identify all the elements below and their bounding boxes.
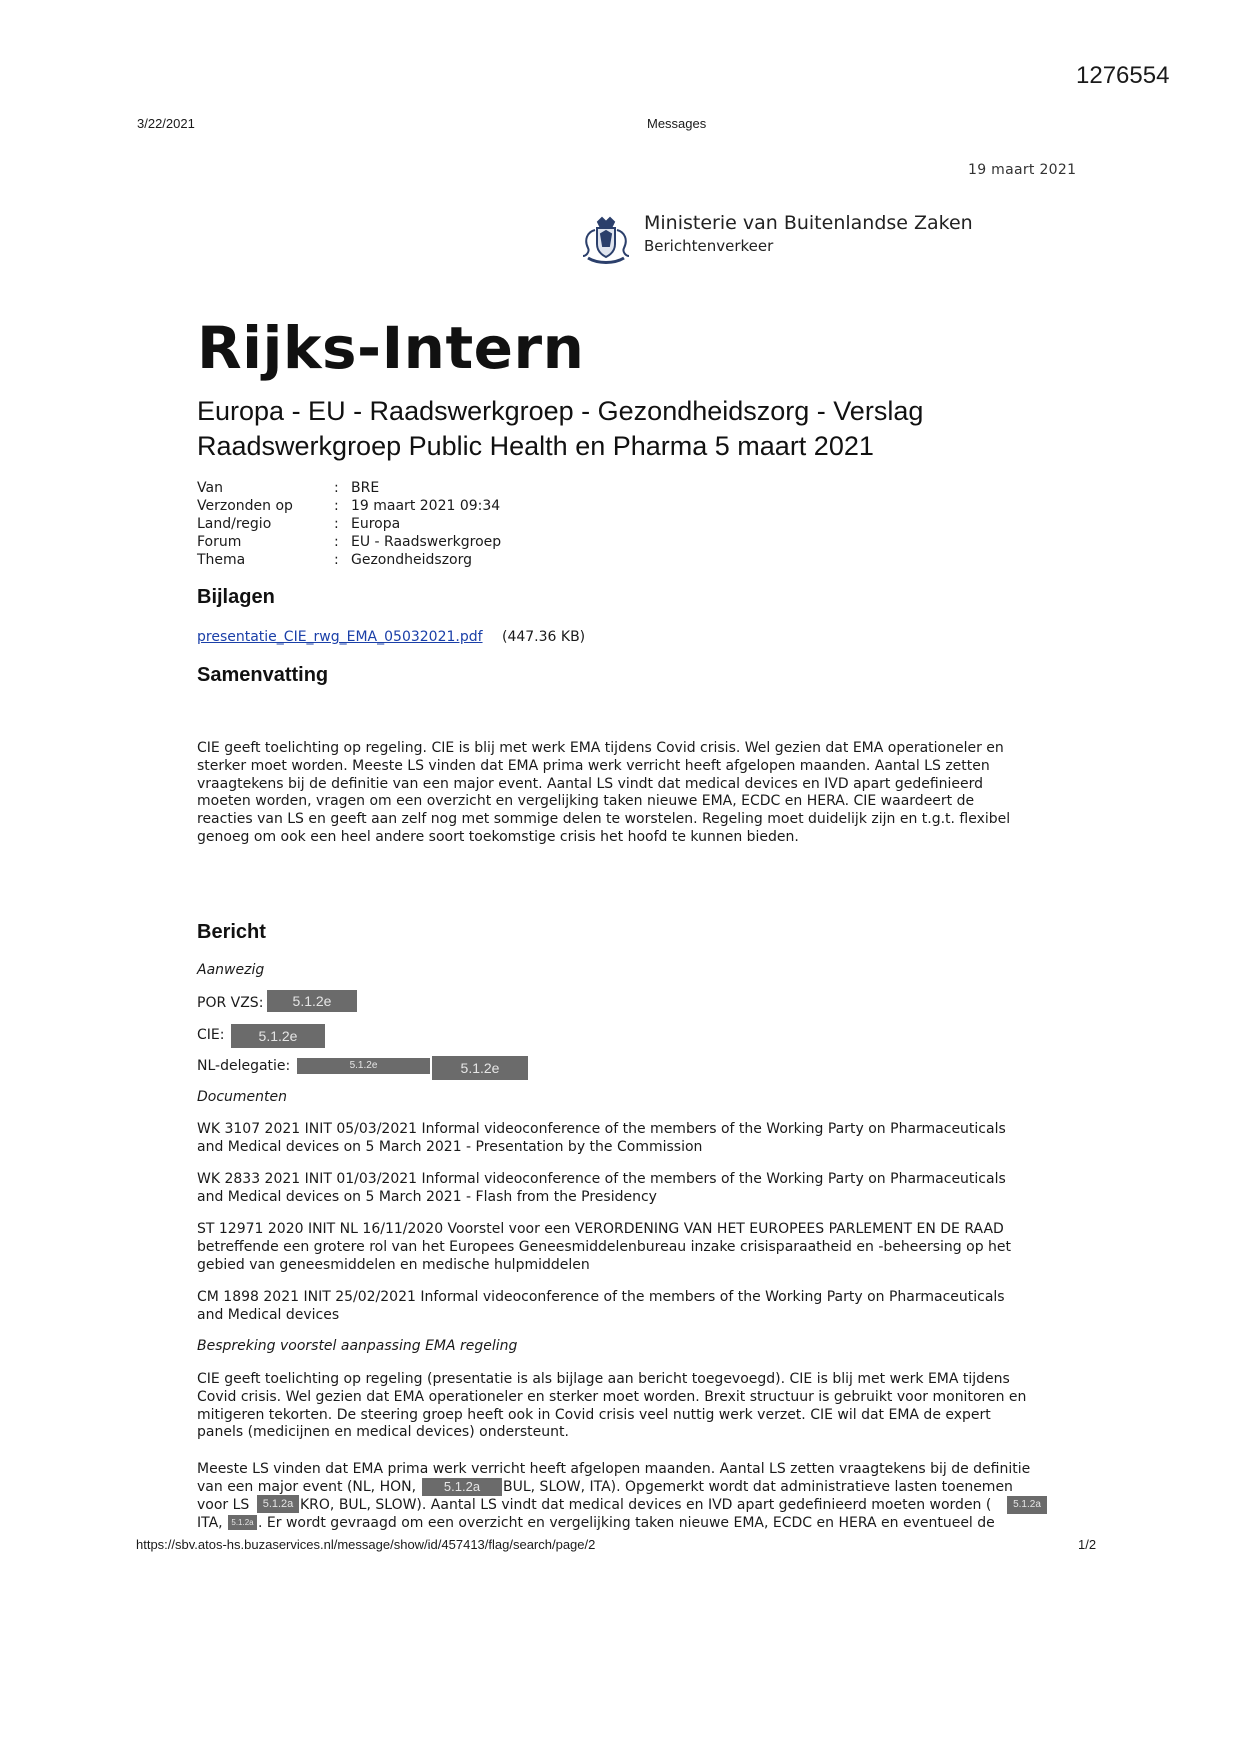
meta-value: 19 maart 2021 09:34	[351, 498, 501, 514]
paragraph-line: Meeste LS vinden dat EMA prima werk verricht heeft afgelopen maanden. Aantal LS zetten vraagtekens bij de definitie	[197, 1461, 1031, 1477]
meta-colon: :	[334, 516, 339, 532]
summary-line: moeten worden, vragen om een overzicht en vergelijking taken nieuwe EMA, ECDC en HERA. CIE waardeert de	[197, 793, 975, 810]
meta-label: Verzonden op	[197, 498, 293, 514]
meta-label: Van	[197, 480, 223, 496]
paragraph-line: ITA,	[197, 1515, 223, 1531]
message-title-line-1: Europa - EU - Raadswerkgroep - Gezondheidszorg - Verslag	[197, 396, 924, 426]
redaction-box: 5.1.2a	[257, 1495, 299, 1513]
document-entry	[197, 1221, 1047, 1274]
meta-label: Land/regio	[197, 516, 272, 532]
document-number: 1276554	[1076, 62, 1170, 89]
paragraph-line: van een major event (NL, HON,	[197, 1479, 417, 1495]
attachment-link[interactable]: presentatie_CIE_rwg_EMA_05032021.pdf	[197, 629, 483, 645]
bericht-heading: Bericht	[197, 921, 266, 943]
redaction-box: 5.1.2e	[267, 990, 357, 1012]
cie-label: CIE:	[197, 1027, 225, 1043]
coat-of-arms-icon	[580, 216, 632, 266]
meta-colon: :	[334, 552, 339, 568]
print-app-title: Messages	[647, 116, 707, 131]
document-line: and Medical devices on 5 March 2021 - Presentation by the Commission	[197, 1138, 703, 1155]
aanwezig-label: Aanwezig	[197, 962, 265, 978]
document-line: WK 2833 2021 INIT 01/03/2021 Informal videoconference of the members of the Working Party on Pharmaceuticals	[197, 1171, 1006, 1187]
paragraph-line: CIE geeft toelichting op regeling (presentatie is als bijlage aan bericht toegevoegd). CIE is blij met werk EMA tijdens	[197, 1371, 1010, 1387]
footer-url: https://sbv.atos-hs.buzaservices.nl/message/show/id/457413/flag/search/page/2	[136, 1537, 596, 1552]
summary-line: reacties van LS en geeft aan zelf nog met sommige delen te worstelen. Regeling moet duidelijk zijn en t.g.t. flexibel	[197, 811, 1011, 828]
meta-value: BRE	[351, 480, 380, 496]
paragraph-line: mitigeren tekorten. De steering groep heeft ook in Covid crisis veel nuttig werk verzet. CIE wil dat EMA de expert	[197, 1406, 991, 1423]
meta-colon: :	[334, 498, 339, 514]
samenvatting-heading: Samenvatting	[197, 664, 329, 686]
redaction-box: 5.1.2a	[422, 1478, 502, 1496]
paragraph-line: BUL, SLOW, ITA). Opgemerkt wordt dat administratieve lasten toenemen	[503, 1479, 1013, 1495]
document-entry	[197, 1121, 1047, 1157]
summary-line: vraagtekens bij de definitie van een major event. Aantal LS vindt dat medical devices en IVD apart gedefinieerd	[197, 775, 984, 792]
document-line: ST 12971 2020 INIT NL 16/11/2020 Voorstel voor een VERORDENING VAN HET EUROPEES PARLEMENT EN DE RAAD	[197, 1221, 1004, 1237]
document-line: CM 1898 2021 INIT 25/02/2021 Informal videoconference of the members of the Working Party on Pharmaceuticals	[197, 1289, 1005, 1305]
summary-paragraph	[197, 740, 1047, 847]
redaction-box: 5.1.2a	[228, 1515, 257, 1530]
paragraph-line: panels (medicijnen en medical devices) ondersteunt.	[197, 1424, 569, 1441]
document-entry	[197, 1171, 1047, 1207]
redaction-box: 5.1.2e	[432, 1056, 528, 1080]
paragraph-line: voor LS	[197, 1497, 250, 1513]
summary-line: sterker moet worden. Meeste LS vinden dat EMA prima werk verricht heeft afgelopen maanden. Aantal LS zetten	[197, 757, 990, 774]
redaction-box: 5.1.2e	[231, 1024, 325, 1048]
classification-heading: Rijks-Intern	[197, 314, 585, 382]
por-vzs-label: POR VZS:	[197, 995, 264, 1011]
paragraph-line: KRO, BUL, SLOW). Aantal LS vindt dat medical devices en IVD apart gedefinieerd moeten worden (	[300, 1497, 992, 1513]
document-line: and Medical devices	[197, 1306, 340, 1323]
footer-page-number: 1/2	[1078, 1537, 1097, 1552]
redaction-box: 5.1.2e	[297, 1058, 430, 1074]
nl-delegatie-label: NL-delegatie:	[197, 1058, 291, 1074]
document-entry	[197, 1289, 1047, 1325]
attachment-size: (447.36 KB)	[502, 629, 586, 645]
document-line: gebied van geneesmiddelen en medische hulpmiddelen	[197, 1256, 590, 1273]
meta-value: Gezondheidszorg	[351, 552, 473, 568]
bericht-paragraph-1	[197, 1371, 1047, 1442]
document-line: and Medical devices on 5 March 2021 - Flash from the Presidency	[197, 1188, 657, 1205]
document-line: betreffende een grotere rol van het Europees Geneesmiddelenbureau inzake crisisparaatheid en -beheersing op het	[197, 1238, 1012, 1255]
message-title-line-2: Raadswerkgroep Public Health en Pharma 5 maart 2021	[197, 431, 874, 461]
ministry-subtitle: Berichtenverkeer	[644, 237, 774, 255]
ministry-name: Ministerie van Buitenlandse Zaken	[644, 212, 973, 234]
meta-label: Thema	[197, 552, 246, 568]
document-line: WK 3107 2021 INIT 05/03/2021 Informal videoconference of the members of the Working Party on Pharmaceuticals	[197, 1121, 1006, 1137]
documenten-label: Documenten	[197, 1089, 288, 1105]
paragraph-line: . Er wordt gevraagd om een overzicht en vergelijking taken nieuwe EMA, ECDC en HERA en eventueel de	[258, 1515, 995, 1531]
print-date: 3/22/2021	[137, 116, 195, 131]
paragraph-line: Covid crisis. Wel gezien dat EMA operationeler en sterker moet worden. Brexit structuur is gebruikt voor monitoren en	[197, 1388, 1027, 1405]
meta-value: EU - Raadswerkgroep	[351, 534, 502, 550]
bespreking-label: Bespreking voorstel aanpassing EMA regeling	[197, 1338, 518, 1354]
redaction-box: 5.1.2a	[1007, 1496, 1047, 1514]
bijlagen-heading: Bijlagen	[197, 586, 275, 608]
summary-line: CIE geeft toelichting op regeling. CIE is blij met werk EMA tijdens Covid crisis. Wel gezien dat EMA operationeler en	[197, 740, 1004, 756]
message-date: 19 maart 2021	[968, 162, 1077, 178]
meta-value: Europa	[351, 516, 401, 532]
meta-label: Forum	[197, 534, 242, 550]
summary-line: genoeg om ook een heel andere soort toekomstige crisis het hoofd te kunnen bieden.	[197, 828, 799, 845]
meta-colon: :	[334, 534, 339, 550]
meta-colon: :	[334, 480, 339, 496]
